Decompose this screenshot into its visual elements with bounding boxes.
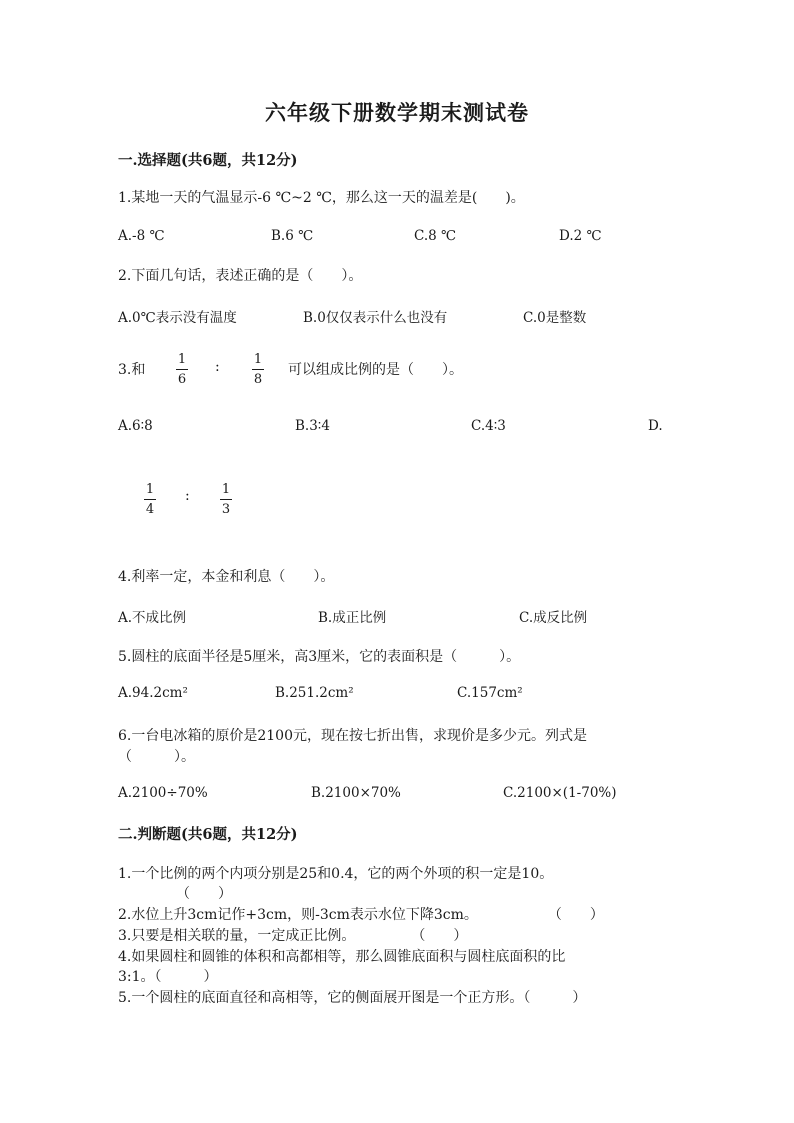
q1-option-b: B.6 ℃ (271, 228, 314, 244)
judgment-item-2: 2.水位上升3cm记作+3cm，则-3cm表示水位下降3cm。 （ ） (118, 907, 604, 923)
fraction-bar (176, 369, 188, 370)
q3-option-c: C.4∶3 (471, 418, 506, 434)
q1-option-c: C.8 ℃ (414, 228, 457, 244)
page-title: 六年级下册数学期末测试卷 (265, 100, 529, 125)
q3-optd-fraction-1-numerator: 1 (145, 482, 155, 497)
judgment-item-4-line1: 4.如果圆柱和圆锥的体积和高都相等，那么圆锥底面积与圆柱底面积的比 (118, 949, 566, 965)
q3-optd-ratio-colon: : (185, 488, 190, 504)
question-4: 4.利率一定，本金和利息（ ）。 (118, 569, 335, 585)
section-heading-judgment: 二.判断题(共6题，共12分) (118, 826, 298, 843)
question-3-suffix: 可以组成比例的是（ ）。 (288, 362, 463, 378)
q3-optd-fraction-2 (218, 482, 234, 517)
q6-option-a: A.2100÷70% (118, 785, 208, 801)
q3-optd-fraction-1 (142, 482, 158, 517)
q4-option-a: A.不成比例 (118, 610, 187, 626)
q4-option-c: C.成反比例 (519, 610, 588, 626)
judgment-item-5: 5.一个圆柱的底面直径和高相等，它的侧面展开图是一个正方形。（ ） (118, 990, 587, 1006)
q6-option-c: C.2100×(1-70%) (503, 785, 617, 801)
q3-fraction-1 (174, 352, 190, 387)
judgment-item-3: 3.只要是相关联的量，一定成正比例。 （ ） (118, 928, 468, 944)
q3-option-d: D. (648, 418, 663, 434)
section-heading-choice: 一.选择题(共6题，共12分) (118, 152, 298, 169)
q2-option-b: B.0仅仅表示什么也没有 (303, 310, 448, 326)
q2-option-c: C.0是整数 (523, 310, 587, 326)
question-2: 2.下面几句话，表述正确的是（ ）。 (118, 268, 363, 284)
question-3-prefix: 3.和 (118, 362, 146, 378)
q3-option-b: B.3∶4 (295, 418, 330, 434)
question-1: 1.某地一天的气温显示-6 ℃~2 ℃，那么这一天的温差是( )。 (118, 190, 525, 206)
q1-option-d: D.2 ℃ (559, 228, 602, 244)
fraction-bar (144, 499, 156, 500)
question-6-line2: （ ）。 (118, 749, 195, 765)
question-6-line1: 6.一台电冰箱的原价是2100元，现在按七折出售，求现价是多少元。列式是 (118, 728, 587, 744)
q6-option-b: B.2100×70% (311, 785, 401, 801)
q5-option-a: A.94.2cm² (118, 685, 188, 701)
q3-option-a: A.6∶8 (118, 418, 153, 434)
q3-optd-fraction-2-numerator: 1 (221, 482, 231, 497)
q3-optd-fraction-2-denominator: 3 (221, 502, 231, 517)
judgment-item-1: 1.一个比例的两个内项分别是25和0.4，它的两个外项的积一定是10。 (118, 866, 554, 882)
q1-option-a: A.-8 ℃ (118, 228, 165, 244)
q3-fraction-2 (250, 352, 266, 387)
q5-option-c: C.157cm² (457, 685, 523, 701)
q3-ratio-colon: : (215, 359, 220, 375)
q3-fraction-1-numerator: 1 (177, 352, 187, 367)
fraction-bar (220, 499, 232, 500)
judgment-item-1-bracket: （ ） (176, 886, 232, 902)
q3-fraction-2-numerator: 1 (253, 352, 263, 367)
q4-option-b: B.成正比例 (318, 610, 387, 626)
q2-option-a: A.0℃表示没有温度 (118, 310, 237, 326)
q3-fraction-1-denominator: 6 (177, 372, 187, 387)
judgment-item-4-line2: 3:1。（ ） (118, 969, 218, 985)
q3-optd-fraction-1-denominator: 4 (145, 502, 155, 517)
q3-fraction-2-denominator: 8 (253, 372, 263, 387)
q5-option-b: B.251.2cm² (275, 685, 354, 701)
fraction-bar (252, 369, 264, 370)
question-5: 5.圆柱的底面半径是5厘米，高3厘米，它的表面积是（ ）。 (118, 649, 521, 665)
